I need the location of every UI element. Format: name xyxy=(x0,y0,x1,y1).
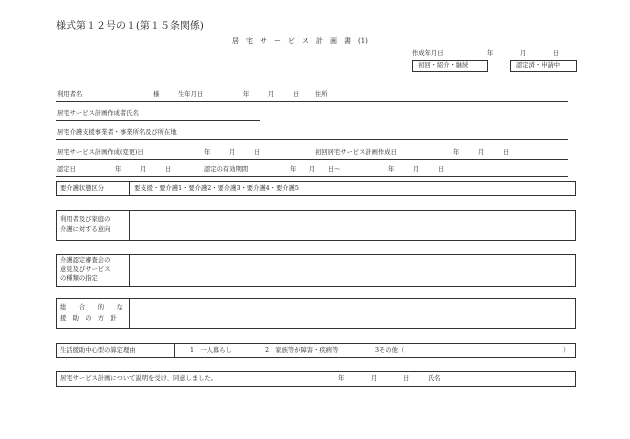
plan-change-date-label: 居宅サービス計画作成(変更)日 xyxy=(57,149,144,156)
care-level-box[interactable] xyxy=(56,181,576,196)
change-year: 年 xyxy=(204,149,211,156)
policy-divider xyxy=(129,299,130,328)
user-name-label: 利用者名 xyxy=(57,91,83,98)
change-day: 日 xyxy=(254,149,261,156)
plan-type-options[interactable] xyxy=(412,60,488,72)
cert-day: 日 xyxy=(165,166,172,173)
valid-period-label: 認定の有効期間 xyxy=(204,166,249,173)
planner-name-line xyxy=(56,120,260,121)
consent-day: 日 xyxy=(403,375,410,382)
consent-name-label: 氏名 xyxy=(428,375,441,382)
care-level-options: 要支援・要介護1・要介護2・要介護3・要介護4・要介護5 xyxy=(134,185,299,192)
cert-date-line xyxy=(56,176,568,177)
consent-box[interactable] xyxy=(56,371,576,387)
document-title: 居 宅 サ ー ビ ス 計 画 書 (1) xyxy=(232,37,368,45)
first-year: 年 xyxy=(453,149,460,156)
intent-label-line1: 利用者及び家庭の xyxy=(60,216,111,223)
opinion-label-line1: 介護認定審査会の xyxy=(60,257,111,264)
created-date-label: 作成年月日 xyxy=(412,50,444,57)
policy-label-line2: 援 助 の 方 針 xyxy=(60,315,117,322)
certification-status-options[interactable] xyxy=(510,60,577,72)
consent-year: 年 xyxy=(338,375,345,382)
support-reason-opt1[interactable]: 1 一人暮らし xyxy=(190,347,232,354)
first-plan-date-label: 初回居宅サービス計画作成日 xyxy=(315,149,397,156)
valid-to-year: 年 xyxy=(388,166,395,173)
address-label: 住所 xyxy=(315,91,328,98)
support-policy-box[interactable] xyxy=(56,298,576,329)
created-year-label: 年 xyxy=(487,50,494,57)
form-number: 様式第１２号の１(第１５条関係) xyxy=(56,21,204,32)
certification-status-text: 認定済・申請中 xyxy=(516,62,561,69)
consent-month: 月 xyxy=(371,375,378,382)
intent-label-line2: 介護に対する意向 xyxy=(60,226,111,233)
provider-line xyxy=(56,139,568,140)
opinion-label-line2: 意見及びサービス xyxy=(60,266,111,273)
intent-divider xyxy=(129,211,130,240)
care-level-label: 要介護状態区分 xyxy=(60,185,105,192)
support-reason-opt2[interactable]: 2 家族等が障害・疾病等 xyxy=(265,347,339,354)
cert-year: 年 xyxy=(115,166,122,173)
support-reason-close: ） xyxy=(563,347,570,354)
policy-label-line1: 総 合 的 な xyxy=(60,304,123,311)
review-board-opinion-box[interactable] xyxy=(56,254,576,287)
change-month: 月 xyxy=(229,149,236,156)
first-month: 月 xyxy=(478,149,485,156)
valid-from: 年 月 日～ xyxy=(290,166,341,173)
cert-date-label: 認定日 xyxy=(57,166,76,173)
birth-date-label: 生年月日 xyxy=(178,91,204,98)
plan-date-line xyxy=(56,159,568,160)
support-reason-divider xyxy=(174,344,175,357)
support-reason-box[interactable] xyxy=(56,343,576,358)
first-day: 日 xyxy=(503,149,510,156)
plan-type-text: 初回・紹介・継続 xyxy=(418,62,469,69)
created-month-label: 月 xyxy=(520,50,527,57)
birth-month: 月 xyxy=(268,91,275,98)
honorific: 様 xyxy=(153,91,160,98)
care-level-divider xyxy=(129,182,130,195)
provider-label: 居宅介護支援事業者・事業所名及び所在地 xyxy=(57,129,177,136)
cert-month: 月 xyxy=(140,166,147,173)
user-family-intent-box[interactable] xyxy=(56,210,576,241)
support-reason-opt3[interactable]: 3その他（ xyxy=(375,347,405,354)
valid-to-month: 月 xyxy=(413,166,420,173)
consent-text: 居宅サービス計画について説明を受け、同意しました。 xyxy=(60,375,218,382)
opinion-label-line3: の種類の指定 xyxy=(60,275,98,282)
birth-day: 日 xyxy=(293,91,300,98)
valid-to-day: 日 xyxy=(438,166,445,173)
opinion-divider xyxy=(129,255,130,286)
created-day-label: 日 xyxy=(553,50,560,57)
planner-name-label: 居宅サービス計画作成者氏名 xyxy=(57,110,139,117)
support-reason-label: 生活援助中心型の算定理由 xyxy=(60,347,136,354)
birth-year: 年 xyxy=(243,91,250,98)
user-row-line xyxy=(56,101,568,102)
